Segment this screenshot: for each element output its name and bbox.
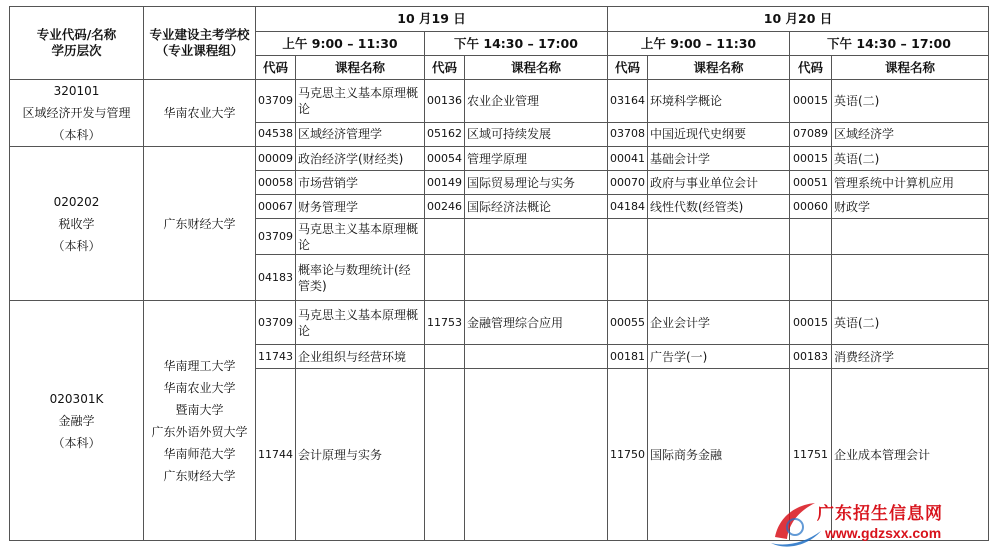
level: （本科） <box>52 238 101 253</box>
course-code: 11751 <box>790 369 832 541</box>
course-name: 英语(二) <box>832 301 989 345</box>
course-code: 00055 <box>608 301 648 345</box>
school-cell <box>144 147 256 301</box>
course-code: 03709 <box>256 219 296 255</box>
course-name: 英语(二) <box>832 147 989 171</box>
course-name: 线性代数(经管类) <box>648 195 790 219</box>
header-day2: 10 月20 日 <box>608 7 989 32</box>
course-name <box>832 219 989 255</box>
header-day1-pm: 下午 14:30 – 17:00 <box>425 32 608 56</box>
course-name: 国际经济法概论 <box>465 195 608 219</box>
header-course: 课程名称 <box>832 56 989 80</box>
exam-schedule-table <box>9 6 989 541</box>
course-code: 00015 <box>790 301 832 345</box>
course-code: 03709 <box>256 80 296 123</box>
course-code: 00058 <box>256 171 296 195</box>
course-name: 环境科学概论 <box>648 80 790 123</box>
course-code: 11744 <box>256 369 296 541</box>
school-name: 广东财经大学 <box>163 216 236 231</box>
course-code: 00246 <box>425 195 465 219</box>
course-name <box>832 255 989 301</box>
course-name: 马克思主义基本原理概论 <box>296 301 425 345</box>
course-code: 00067 <box>256 195 296 219</box>
course-name: 英语(二) <box>832 80 989 123</box>
course-name <box>648 255 790 301</box>
course-code <box>425 369 465 541</box>
major-code: 020301K <box>49 391 104 406</box>
course-name <box>648 219 790 255</box>
course-name: 市场营销学 <box>296 171 425 195</box>
table-row <box>10 147 989 171</box>
course-code: 00051 <box>790 171 832 195</box>
watermark-swoosh-icon <box>765 497 825 549</box>
course-name <box>465 219 608 255</box>
course-code <box>425 345 465 369</box>
course-name: 农业企业管理 <box>465 80 608 123</box>
school-cell <box>144 80 256 147</box>
course-code: 00181 <box>608 345 648 369</box>
header-code: 代码 <box>256 56 296 80</box>
course-code: 00149 <box>425 171 465 195</box>
header-course: 课程名称 <box>296 56 425 80</box>
header-day2-am: 上午 9:00 – 11:30 <box>608 32 790 56</box>
header-school: 专业建设主考学校 （专业课程组） <box>144 7 256 80</box>
course-name: 会计原理与实务 <box>296 369 425 541</box>
course-code: 00009 <box>256 147 296 171</box>
course-code <box>425 219 465 255</box>
header-day1: 10 月19 日 <box>256 7 608 32</box>
course-name: 财务管理学 <box>296 195 425 219</box>
header-day1-am: 上午 9:00 – 11:30 <box>256 32 425 56</box>
course-code: 00054 <box>425 147 465 171</box>
school-name: 华南农业大学 <box>163 380 236 395</box>
major-code: 020202 <box>53 194 100 209</box>
course-name: 区域经济学 <box>832 122 989 146</box>
school-name: 广东外语外贸大学 <box>151 424 248 439</box>
level: （本科） <box>52 435 101 450</box>
course-code: 00060 <box>790 195 832 219</box>
course-name: 基础会计学 <box>648 147 790 171</box>
course-code: 07089 <box>790 122 832 146</box>
header-major: 专业代码/名称 学历层次 <box>10 7 144 80</box>
course-code: 03709 <box>256 301 296 345</box>
course-name: 区域可持续发展 <box>465 122 608 146</box>
school-name: 广东财经大学 <box>163 468 236 483</box>
course-name <box>465 345 608 369</box>
course-name: 政府与事业单位会计 <box>648 171 790 195</box>
header-course: 课程名称 <box>465 56 608 80</box>
watermark-url: www.gdzsxx.com <box>825 525 942 541</box>
header-code: 代码 <box>608 56 648 80</box>
course-code: 00041 <box>608 147 648 171</box>
course-code: 03708 <box>608 122 648 146</box>
course-code: 04538 <box>256 122 296 146</box>
major-cell <box>10 80 144 147</box>
course-name: 金融管理综合应用 <box>465 301 608 345</box>
course-name <box>465 369 608 541</box>
course-name <box>465 255 608 301</box>
header-day2-pm: 下午 14:30 – 17:00 <box>790 32 989 56</box>
major-cell <box>10 147 144 301</box>
course-name: 概率论与数理统计(经管类) <box>296 255 425 301</box>
school-cell <box>144 301 256 541</box>
major-name: 税收学 <box>58 216 95 231</box>
course-code <box>608 219 648 255</box>
school-name: 华南理工大学 <box>163 358 236 373</box>
course-name: 中国近现代史纲要 <box>648 122 790 146</box>
course-name: 企业组织与经营环境 <box>296 345 425 369</box>
course-code: 04183 <box>256 255 296 301</box>
course-code <box>790 255 832 301</box>
course-code: 11753 <box>425 301 465 345</box>
school-name: 华南师范大学 <box>163 446 236 461</box>
course-code: 00015 <box>790 80 832 123</box>
major-name: 金融学 <box>58 413 95 428</box>
course-code: 11750 <box>608 369 648 541</box>
course-code: 03164 <box>608 80 648 123</box>
course-code <box>790 219 832 255</box>
course-code: 00183 <box>790 345 832 369</box>
header-code: 代码 <box>790 56 832 80</box>
course-code: 04184 <box>608 195 648 219</box>
course-name: 国际商务金融 <box>648 369 790 541</box>
course-name: 企业成本管理会计 <box>832 369 989 541</box>
major-name: 区域经济开发与管理 <box>22 106 131 120</box>
course-name: 马克思主义基本原理概论 <box>296 80 425 123</box>
course-name: 消费经济学 <box>832 345 989 369</box>
watermark-logo <box>765 497 975 549</box>
course-code: 00070 <box>608 171 648 195</box>
course-code <box>608 255 648 301</box>
course-name: 企业会计学 <box>648 301 790 345</box>
course-name: 马克思主义基本原理概论 <box>296 219 425 255</box>
course-code: 11743 <box>256 345 296 369</box>
course-name: 广告学(一) <box>648 345 790 369</box>
course-name: 国际贸易理论与实务 <box>465 171 608 195</box>
header-code: 代码 <box>425 56 465 80</box>
major-cell <box>10 301 144 541</box>
level: （本科） <box>52 128 101 142</box>
course-code: 05162 <box>425 122 465 146</box>
course-name: 管理系统中计算机应用 <box>832 171 989 195</box>
major-code: 320101 <box>53 84 100 98</box>
school-name: 暨南大学 <box>175 402 224 417</box>
table-row <box>10 80 989 123</box>
table-row <box>10 301 989 345</box>
course-name: 区域经济管理学 <box>296 122 425 146</box>
course-name: 管理学原理 <box>465 147 608 171</box>
course-name: 财政学 <box>832 195 989 219</box>
course-code: 00015 <box>790 147 832 171</box>
watermark-title: 广东招生信息网 <box>817 504 943 524</box>
course-code <box>425 255 465 301</box>
school-name: 华南农业大学 <box>163 106 236 120</box>
course-code: 00136 <box>425 80 465 123</box>
header-course: 课程名称 <box>648 56 790 80</box>
course-name: 政治经济学(财经类) <box>296 147 425 171</box>
